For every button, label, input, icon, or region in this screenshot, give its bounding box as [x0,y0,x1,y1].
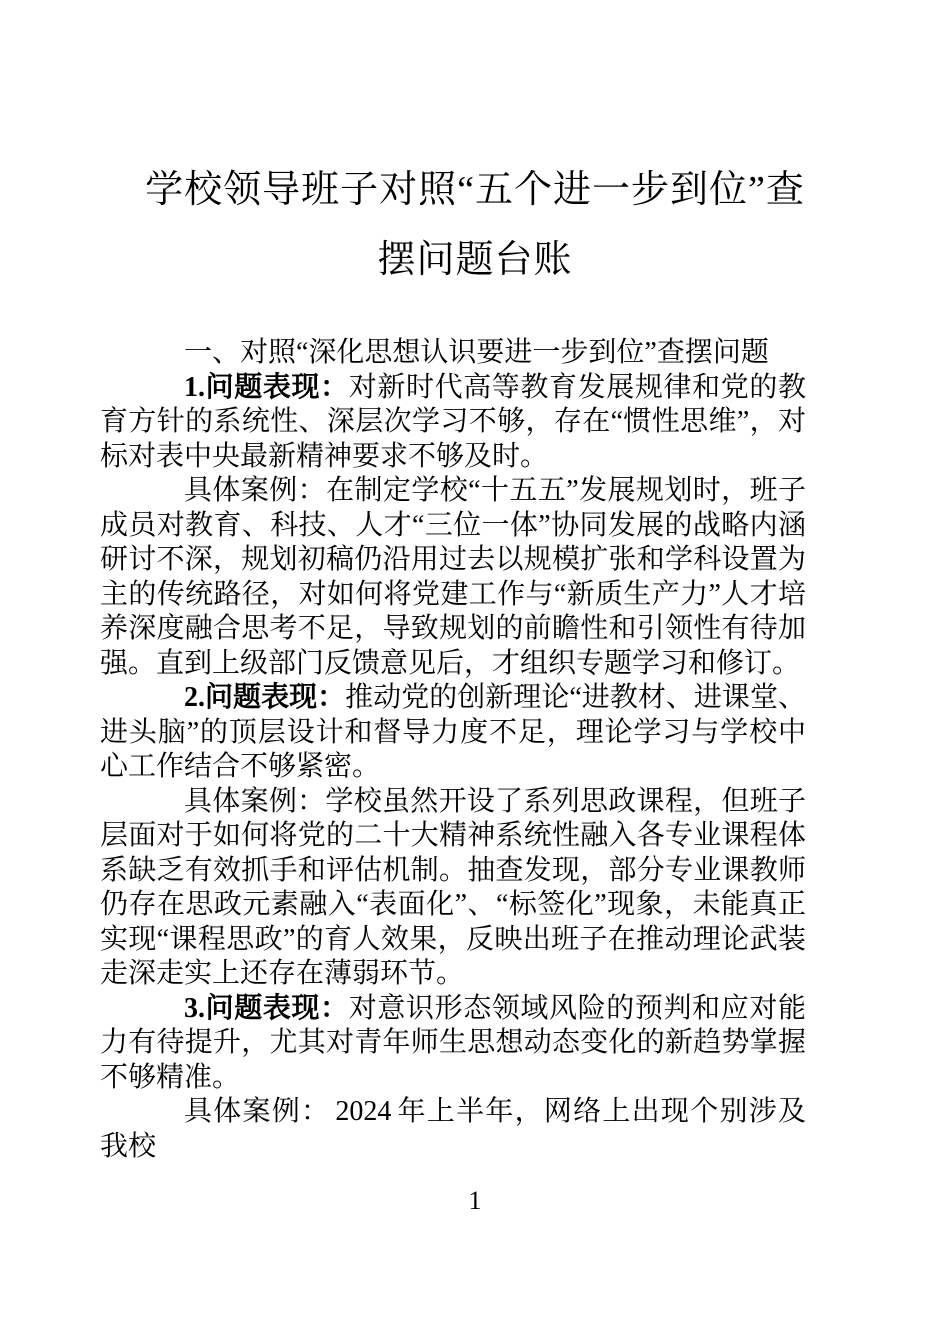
document-title-line-1: 学校领导班子对照“五个进一步到位”查 [145,169,805,211]
document-body [100,336,806,1164]
text-run: 年上半年，网络上出现个别涉及我校 [100,1096,806,1162]
text-run: 2.问题表现： [184,682,346,713]
text-run: 具体案例：学校虽然开设了系列思政课程，但班子层面对于如何将党的二十大精神系统性融入各专业课程体系缺乏有效抓手和评估机制。抽查发现，部分专业课教师仍存在思政元素融入“表面化”、“标签化”现象，未能真正实现“课程思政”的育人效果，反映出班子在推动理论武装走深走实上还存在薄弱环节。 [100,785,806,989]
text-run: 2024 [335,1096,392,1127]
text-run: 1.问题表现： [184,371,349,403]
problem-1-paragraph [100,371,806,475]
text-run: 对新时代高等教育发展规律和党的教育方针的系统性、深层次学习不够，存在“惯性思维”，对标对表中央最新精神要求不够及时。 [100,371,806,472]
problem-2-paragraph [100,681,806,785]
text-run: 推动党的创新理论“进教材、进课堂、进头脑”的顶层设计和督导力度不足，理论学习与学校中心工作结合不够紧密。 [100,682,806,782]
problem-3-paragraph [100,992,806,1096]
text-run: 具体案例： [184,1096,331,1127]
text-run: 对意识形态领域风险的预判和应对能力有待提升，尤其对青年师生思想动态变化的新趋势掌握不够精准。 [100,992,806,1093]
text-run: 具体案例：在制定学校“十五五”发展规划时，班子成员对教育、科技、人才“三位一体”协同发展的战略内涵研讨不深，规划初稿仍沿用过去以规模扩张和学科设置为主的传统路径，对如何将党建工作与“新质生产力”人才培养深度融合思考不足，导致规划的前瞻性和引领性有待加强。直到上级部门反馈意见后，才组织专题学习和修订。 [100,475,806,679]
case-3-paragraph [100,1095,806,1164]
text-run: 一、对照“深化思想认识要进一步到位”查摆问题 [184,337,769,368]
text-run: 3.问题表现： [184,992,349,1024]
case-1-paragraph [100,474,806,681]
document-title [0,155,950,295]
document-title-line-2: 摆问题台账 [377,239,573,281]
section-heading [100,336,806,371]
page-number: 1 [468,1186,482,1215]
case-2-paragraph [100,785,806,992]
